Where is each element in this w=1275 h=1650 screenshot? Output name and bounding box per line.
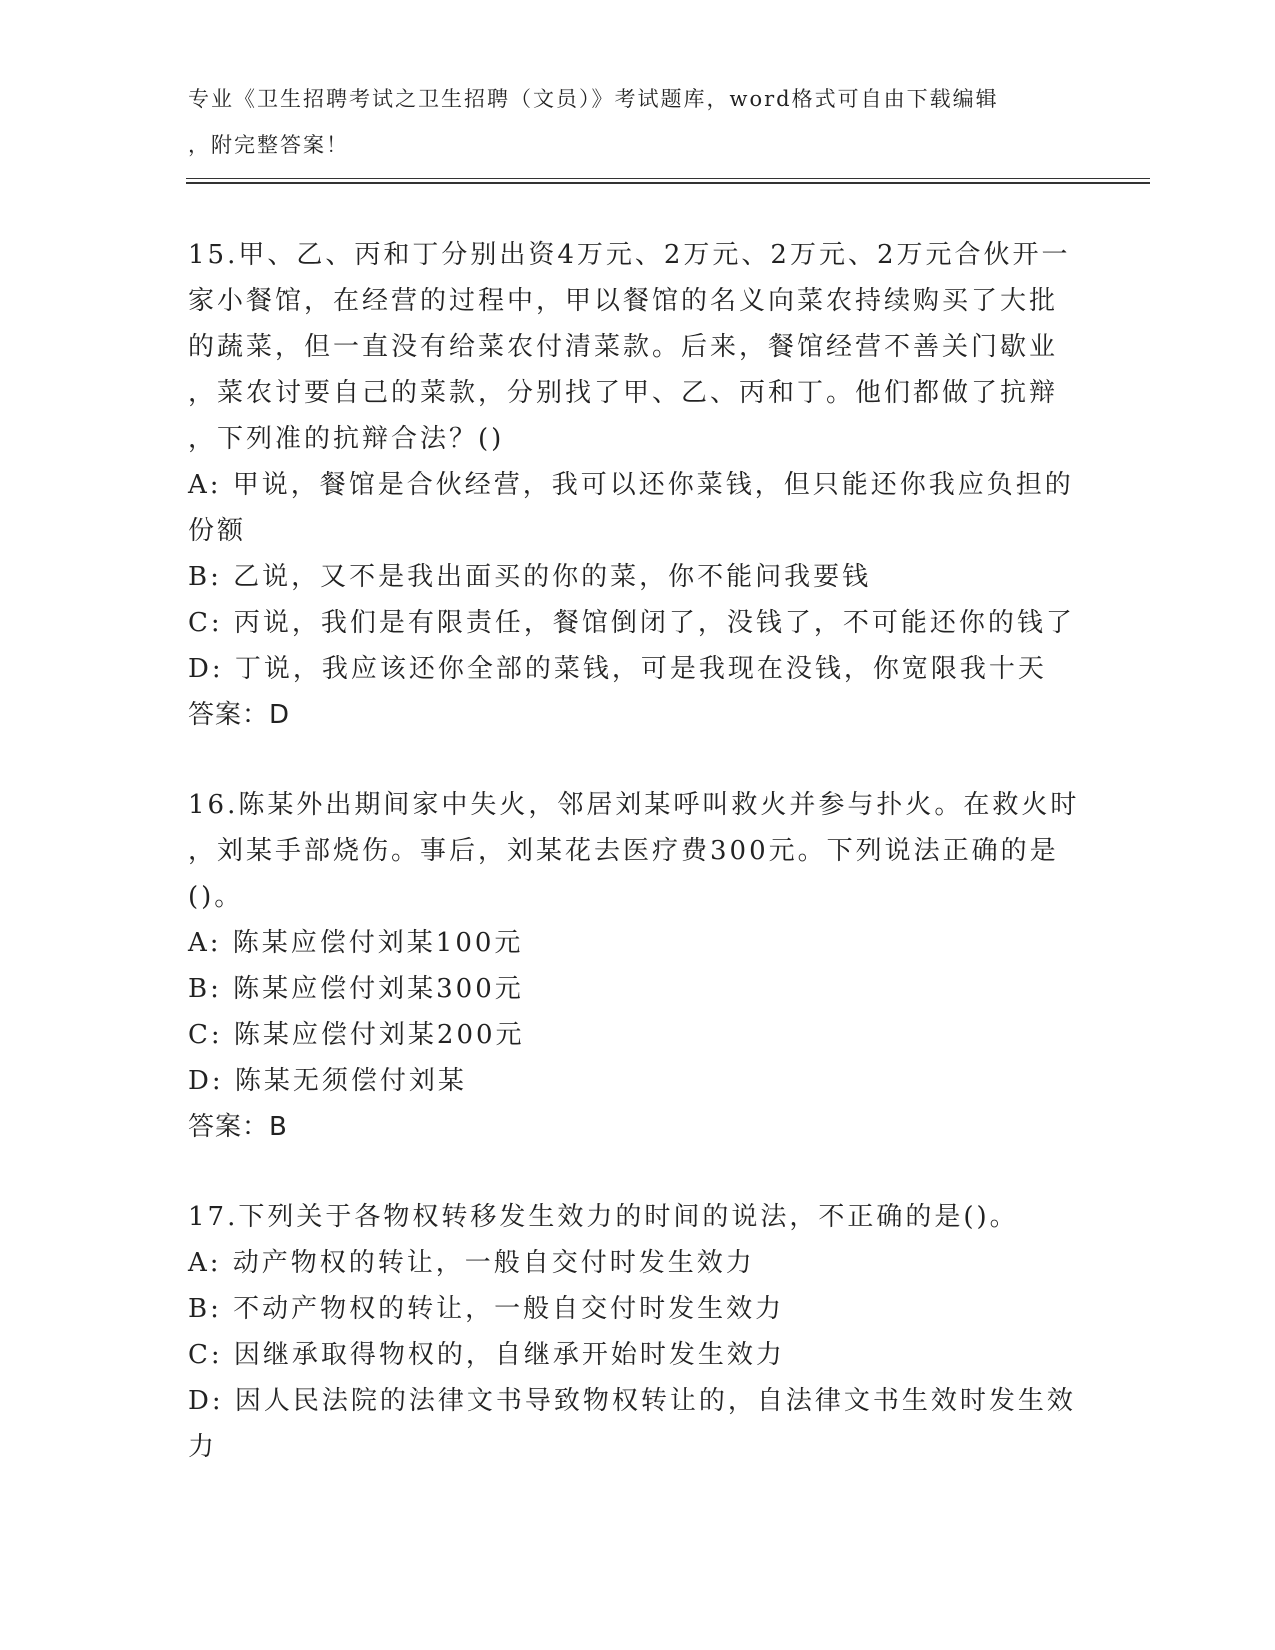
question-stem: 16.陈某外出期间家中失火，邻居刘某呼叫救火并参与扑火。在救火时 [188, 790, 1080, 820]
option-b: B: 乙说，又不是我出面买的你的菜，你不能问我要钱 [188, 562, 872, 592]
header-divider [186, 182, 1150, 184]
question-stem: ，下列准的抗辩合法？() [188, 424, 505, 454]
question-stem: 家小餐馆，在经营的过程中，甲以餐馆的名义向菜农持续购买了大批 [188, 286, 1059, 316]
header-line: 专业《卫生招聘考试之卫生招聘（文员）》考试题库，word格式可自由下载编辑 [188, 87, 999, 111]
question-15 [188, 232, 1088, 738]
option-a: A: 陈某应偿付刘某100元 [188, 928, 524, 958]
header-divider [186, 178, 1150, 179]
spacer [188, 1150, 1088, 1194]
option-d: D: 陈某无须偿付刘某 [188, 1066, 467, 1096]
option-d-continued: 力 [188, 1432, 218, 1462]
question-16 [188, 782, 1088, 1150]
question-list [188, 232, 1088, 1470]
header-line: ，附完整答案！ [188, 133, 349, 157]
question-stem: ，刘某手部烧伤。事后，刘某花去医疗费300元。下列说法正确的是 [188, 836, 1059, 866]
question-stem: 17.下列关于各物权转移发生效力的时间的说法，不正确的是()。 [188, 1202, 1019, 1232]
option-c: C: 陈某应偿付刘某200元 [188, 1020, 525, 1050]
question-17 [188, 1194, 1088, 1470]
answer: 答案：B [188, 1112, 288, 1142]
option-a-continued: 份额 [188, 516, 247, 546]
option-b: B: 不动产物权的转让，一般自交付时发生效力 [188, 1294, 785, 1324]
option-c: C: 丙说，我们是有限责任，餐馆倒闭了，没钱了，不可能还你的钱了 [188, 608, 1075, 638]
option-d: D: 丁说，我应该还你全部的菜钱，可是我现在没钱，你宽限我十天 [188, 654, 1047, 684]
question-stem: ()。 [188, 882, 244, 912]
answer: 答案：D [188, 700, 291, 730]
option-c: C: 因继承取得物权的，自继承开始时发生效力 [188, 1340, 785, 1370]
document-header [188, 76, 1068, 168]
option-b: B: 陈某应偿付刘某300元 [188, 974, 524, 1004]
option-d: D: 因人民法院的法律文书导致物权转让的，自法律文书生效时发生效 [188, 1386, 1076, 1416]
question-stem: 15.甲、乙、丙和丁分别出资4万元、2万元、2万元、2万元合伙开一 [188, 240, 1071, 270]
option-a: A: 动产物权的转让，一般自交付时发生效力 [188, 1248, 755, 1278]
spacer [188, 738, 1088, 782]
option-a: A: 甲说，餐馆是合伙经营，我可以还你菜钱，但只能还你我应负担的 [188, 470, 1074, 500]
question-stem: ，菜农讨要自己的菜款，分别找了甲、乙、丙和丁。他们都做了抗辩 [188, 378, 1059, 408]
question-stem: 的蔬菜，但一直没有给菜农付清菜款。后来，餐馆经营不善关门歇业 [188, 332, 1059, 362]
